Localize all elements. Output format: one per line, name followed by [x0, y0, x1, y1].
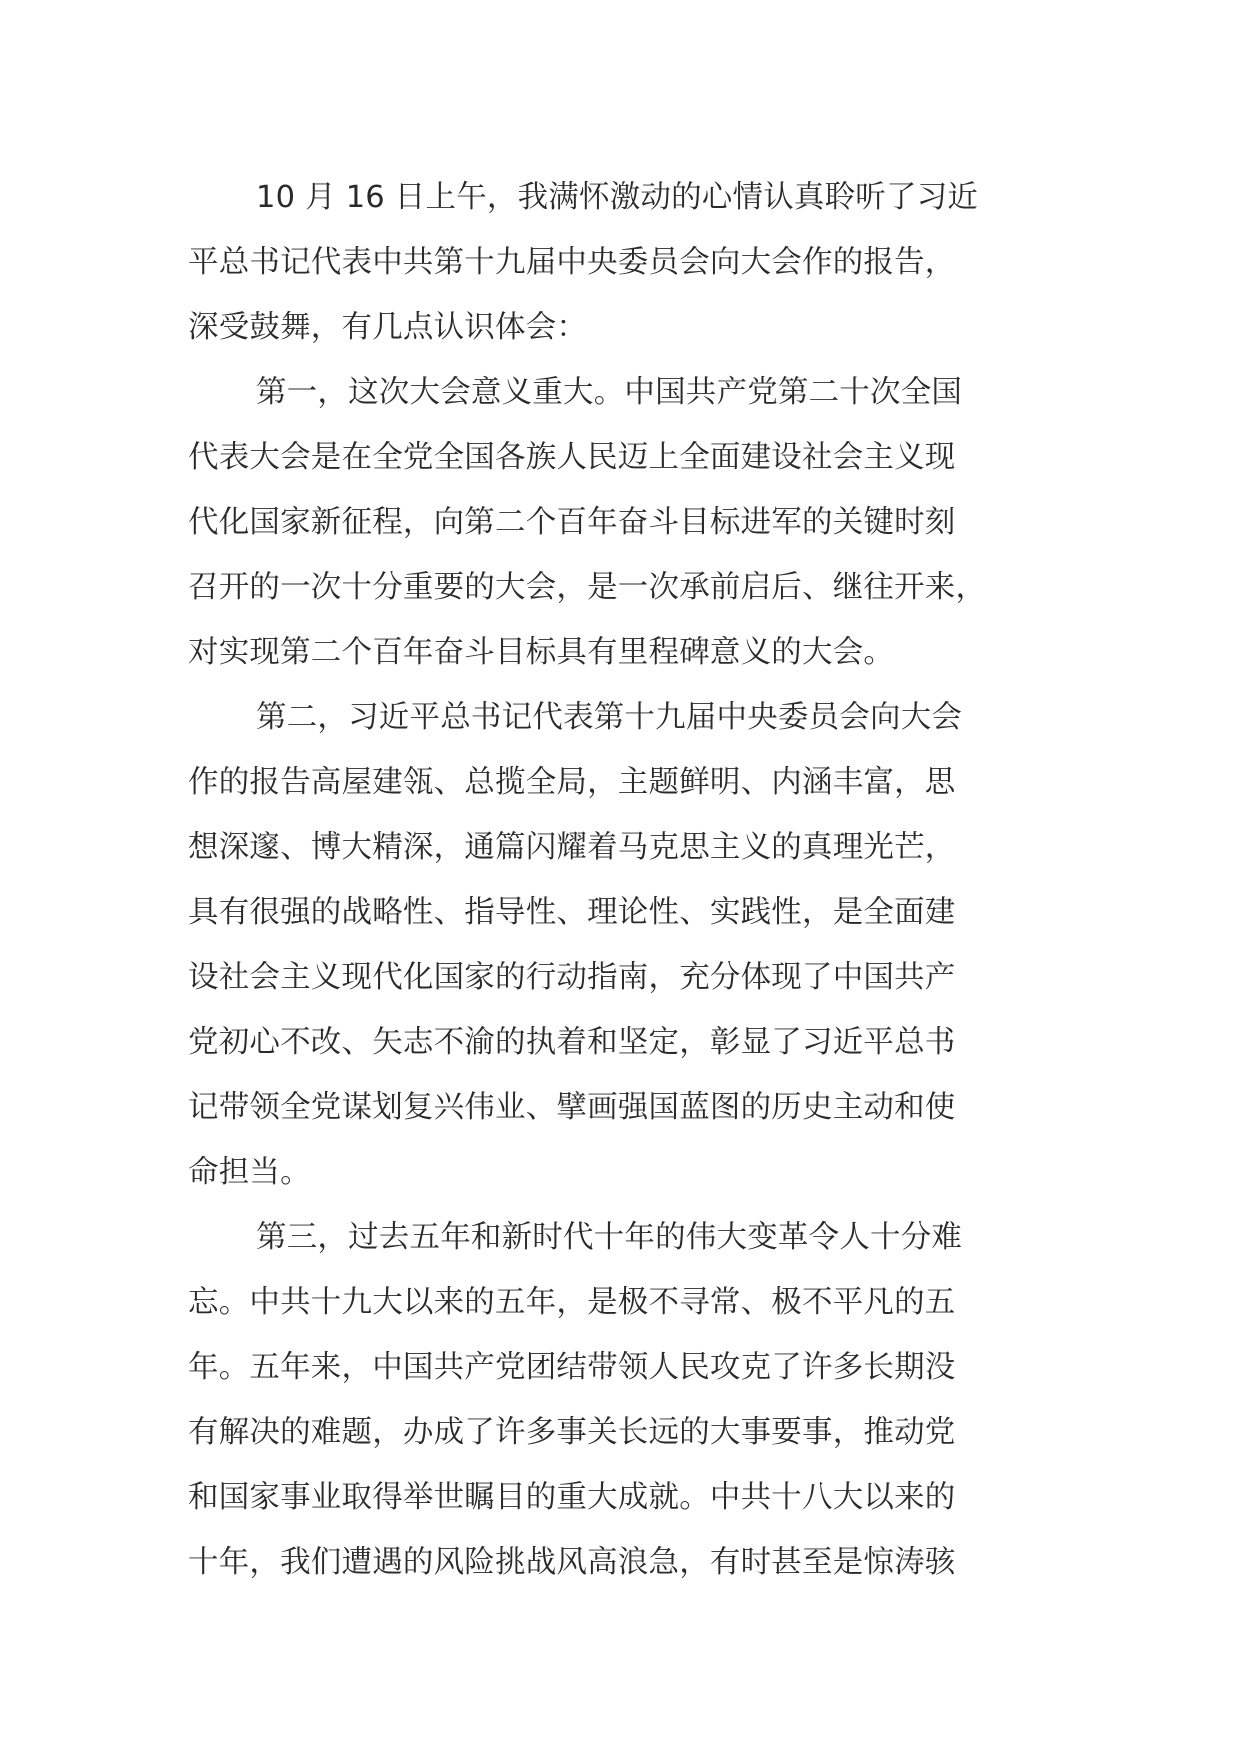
text-line: 想深邃、博大精深，通篇闪耀着马克思主义的真理光芒， — [188, 830, 956, 865]
text-line: 记带领全党谋划复兴伟业、擘画强国蓝图的历史主动和使 — [188, 1090, 956, 1125]
text-line: 召开的一次十分重要的大会，是一次承前启后、继往开来， — [188, 570, 987, 605]
text-line: 设社会主义现代化国家的行动指南，充分体现了中国共产 — [188, 960, 956, 995]
text-line: 和国家事业取得举世瞩目的重大成就。中共十八大以来的 — [188, 1480, 956, 1515]
paragraph-1 — [188, 165, 1068, 360]
text-line: 年。五年来，中国共产党团结带领人民攻克了许多长期没 — [188, 1350, 956, 1385]
text-line: 具有很强的战略性、指导性、理论性、实践性，是全面建 — [188, 895, 956, 930]
text-line: 10 月 16 日上午，我满怀激动的心情认真聆听了习近 — [256, 180, 979, 215]
text-line: 作的报告高屋建瓴、总揽全局，主题鲜明、内涵丰富，思 — [188, 765, 956, 800]
text-line: 平总书记代表中共第十九届中央委员会向大会作的报告， — [188, 245, 956, 280]
document-page — [188, 165, 1068, 1595]
paragraph-3 — [188, 685, 1068, 1205]
text-line: 第二，习近平总书记代表第十九届中央委员会向大会 — [256, 700, 963, 735]
paragraph-2 — [188, 360, 1068, 685]
text-line: 代表大会是在全党全国各族人民迈上全面建设社会主义现 — [188, 440, 956, 475]
text-line: 党初心不改、矢志不渝的执着和坚定，彰显了习近平总书 — [188, 1025, 956, 1060]
text-line: 命担当。 — [188, 1155, 311, 1190]
text-line: 有解决的难题，办成了许多事关长远的大事要事，推动党 — [188, 1415, 956, 1450]
text-line: 深受鼓舞，有几点认识体会： — [188, 310, 588, 345]
text-line: 第三，过去五年和新时代十年的伟大变革令人十分难 — [256, 1220, 963, 1255]
text-line: 代化国家新征程，向第二个百年奋斗目标进军的关键时刻 — [188, 505, 956, 540]
text-line: 第一，这次大会意义重大。中国共产党第二十次全国 — [256, 375, 963, 410]
text-line: 对实现第二个百年奋斗目标具有里程碑意义的大会。 — [188, 635, 895, 670]
paragraph-4 — [188, 1205, 1068, 1595]
text-line: 忘。中共十九大以来的五年，是极不寻常、极不平凡的五 — [188, 1285, 956, 1320]
text-line: 十年，我们遭遇的风险挑战风高浪急，有时甚至是惊涛骇 — [188, 1545, 956, 1580]
